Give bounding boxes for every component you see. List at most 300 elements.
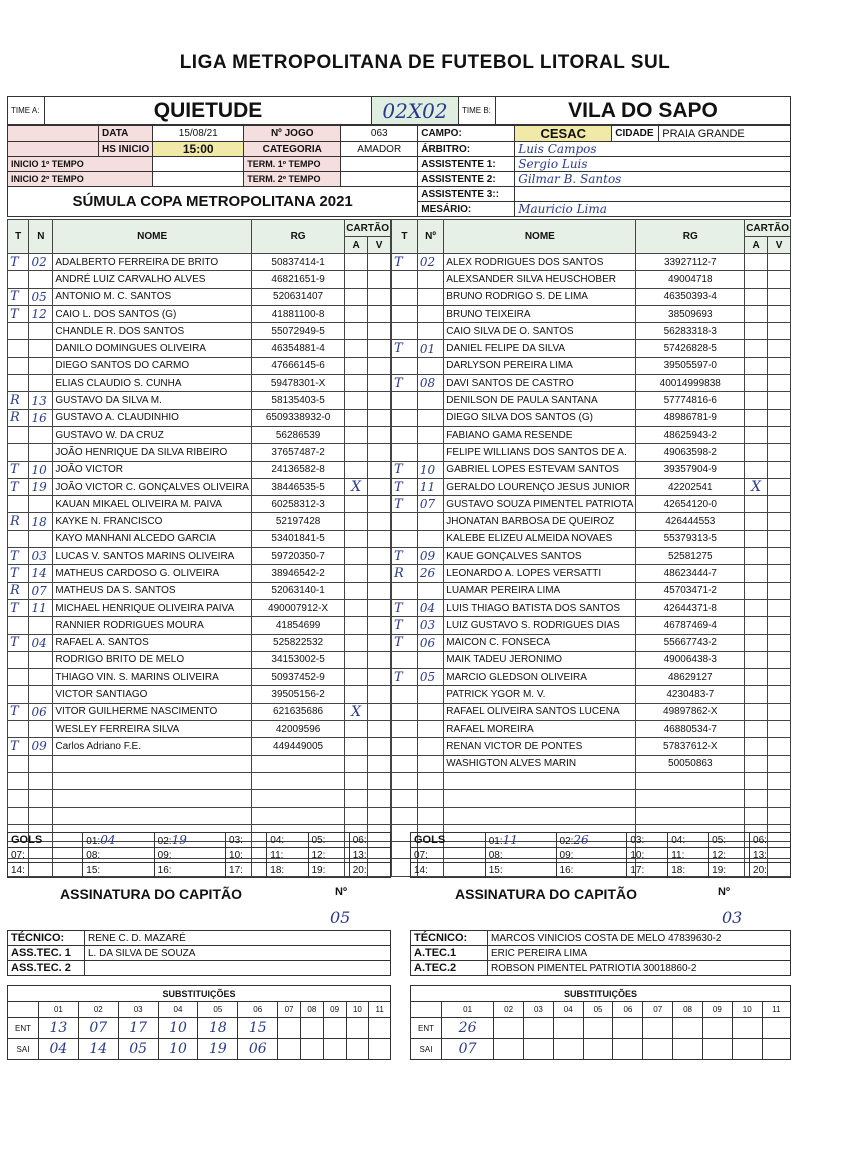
team-a-name: QUIETUDE xyxy=(45,97,372,125)
card-yellow xyxy=(345,721,368,738)
col-n: N xyxy=(29,220,53,254)
player-status xyxy=(392,738,418,755)
card-yellow xyxy=(745,686,768,703)
gol-slot-label: 18: xyxy=(671,864,686,876)
player-status xyxy=(392,288,418,305)
card-red xyxy=(768,738,791,755)
player-row xyxy=(392,461,791,478)
gol-slot xyxy=(226,833,267,848)
player-rg: 50937452-9 xyxy=(251,669,344,686)
sub-col-header: 10 xyxy=(346,1002,369,1018)
player-row xyxy=(392,409,791,426)
card-yellow xyxy=(745,340,768,357)
card-yellow xyxy=(745,530,768,547)
team-a-roster xyxy=(7,219,391,877)
data-label: DATA xyxy=(99,126,153,142)
player-rg: 52063140-1 xyxy=(251,582,344,599)
card-red xyxy=(768,288,791,305)
card-yellow xyxy=(345,357,368,374)
card-yellow xyxy=(345,617,368,634)
mesario-label: MESÁRIO: xyxy=(418,202,515,217)
card-red xyxy=(368,721,391,738)
categoria-label: CATEGORIA xyxy=(244,142,341,157)
player-number: 18 xyxy=(29,513,53,530)
player-name: ELIAS CLAUDIO S. CUNHA xyxy=(53,375,252,392)
col-t: T xyxy=(8,220,29,254)
card-red xyxy=(368,340,391,357)
gol-slot-label: 19: xyxy=(712,864,727,876)
player-number: 11 xyxy=(29,599,53,616)
player-rg: 49063598-2 xyxy=(636,444,745,461)
player-rg: 42654120-0 xyxy=(636,496,745,513)
player-rg: 42009596 xyxy=(251,721,344,738)
player-name: DIEGO SILVA DOS SANTOS (G) xyxy=(444,409,636,426)
sub-sai-number xyxy=(494,1039,524,1060)
player-row xyxy=(392,565,791,582)
player-rg: 520631407 xyxy=(251,288,344,305)
gol-minute: 19 xyxy=(171,833,187,847)
gol-slot xyxy=(411,848,486,863)
player-status: T xyxy=(8,703,29,720)
sub-sai-number: 19 xyxy=(198,1039,238,1060)
card-red xyxy=(368,444,391,461)
gol-slot xyxy=(627,833,668,848)
asstec2-b: ROBSON PIMENTEL PATRIOTIA 30018860-2 xyxy=(488,961,791,976)
player-rg: 33927112-7 xyxy=(636,254,745,271)
card-yellow xyxy=(345,323,368,340)
gols-label: GOLS xyxy=(8,833,83,848)
player-number: 08 xyxy=(417,375,443,392)
card-yellow xyxy=(745,703,768,720)
card-red xyxy=(768,271,791,288)
card-yellow xyxy=(345,444,368,461)
sub-sai-number xyxy=(346,1039,369,1060)
card-yellow xyxy=(745,288,768,305)
player-rg: 449449005 xyxy=(251,738,344,755)
player-name: KAYKE N. FRANCISCO xyxy=(53,513,252,530)
player-status xyxy=(8,340,29,357)
gol-slot xyxy=(668,833,709,848)
sub-ent-number xyxy=(524,1018,554,1039)
player-number xyxy=(29,323,53,340)
gol-slot xyxy=(485,833,556,848)
card-red xyxy=(768,426,791,443)
player-rg: 38446535-5 xyxy=(251,478,344,495)
player-status: T xyxy=(392,478,418,495)
sub-sai-number xyxy=(643,1039,673,1060)
player-status: T xyxy=(392,599,418,616)
date: 15/08/21 xyxy=(153,126,244,142)
player-number xyxy=(29,755,53,772)
player-rg: 53401841-5 xyxy=(251,530,344,547)
player-row xyxy=(392,548,791,565)
hs-inicio: 15:00 xyxy=(153,142,244,157)
sub-ent-number xyxy=(643,1018,673,1039)
player-status xyxy=(8,271,29,288)
gol-slot xyxy=(267,863,308,878)
player-rg: 49004718 xyxy=(636,271,745,288)
card-red xyxy=(368,738,391,755)
sub-row-label: ENT xyxy=(8,1018,39,1039)
gol-slot-label: 03: xyxy=(229,834,243,846)
player-name: RODRIGO BRITO DE MELO xyxy=(53,651,252,668)
player-number: 05 xyxy=(29,288,53,305)
player-row xyxy=(8,254,391,271)
player-number xyxy=(417,513,443,530)
player-name: DAVI SANTOS DE CASTRO xyxy=(444,375,636,392)
player-status: T xyxy=(392,496,418,513)
player-number xyxy=(29,496,53,513)
asstec2-a xyxy=(85,961,391,976)
card-red xyxy=(768,305,791,322)
player-rg: 4230483-7 xyxy=(636,686,745,703)
player-name: KAUAN MIKAEL OLIVEIRA M. PAIVA xyxy=(53,496,252,513)
player-status xyxy=(392,703,418,720)
gol-slot-label: 11: xyxy=(270,849,284,861)
card-yellow xyxy=(345,790,368,807)
player-status xyxy=(8,426,29,443)
card-red xyxy=(768,617,791,634)
card-red xyxy=(368,686,391,703)
player-number: 10 xyxy=(417,461,443,478)
player-row xyxy=(392,617,791,634)
player-number xyxy=(29,271,53,288)
gol-slot xyxy=(709,863,750,878)
gol-slot-label: 07: xyxy=(11,849,25,861)
player-row xyxy=(8,288,391,305)
player-number xyxy=(29,686,53,703)
card-red xyxy=(768,565,791,582)
player-row xyxy=(392,478,791,495)
player-number: 13 xyxy=(29,392,53,409)
sub-col-header: 06 xyxy=(613,1002,643,1018)
sub-col-header: 08 xyxy=(300,1002,323,1018)
player-row xyxy=(392,444,791,461)
card-yellow xyxy=(745,790,768,807)
player-row xyxy=(8,634,391,651)
gol-slot-label: 09: xyxy=(157,849,172,861)
card-red xyxy=(368,669,391,686)
player-status: T xyxy=(8,305,29,322)
card-yellow xyxy=(345,375,368,392)
gol-slot xyxy=(556,833,627,848)
player-rg: 59478301-X xyxy=(251,375,344,392)
player-rg: 39505597-0 xyxy=(636,357,745,374)
sub-col-header: 07 xyxy=(278,1002,301,1018)
gol-slot-label: 15: xyxy=(488,864,503,876)
player-status: T xyxy=(8,565,29,582)
player-status: T xyxy=(392,669,418,686)
sub-col-header: 11 xyxy=(762,1002,790,1018)
card-yellow xyxy=(745,271,768,288)
sub-ent-number xyxy=(323,1018,346,1039)
player-number xyxy=(29,530,53,547)
player-rg: 45703471-2 xyxy=(636,582,745,599)
player-name: ALEX RODRIGUES DOS SANTOS xyxy=(444,254,636,271)
sub-ent-number: 07 xyxy=(78,1018,118,1039)
gol-slot xyxy=(627,848,668,863)
team-a-label: TIME A: xyxy=(8,97,45,125)
card-red xyxy=(768,340,791,357)
player-status xyxy=(392,392,418,409)
card-yellow xyxy=(745,669,768,686)
card-yellow xyxy=(345,548,368,565)
player-number xyxy=(29,375,53,392)
player-status xyxy=(392,651,418,668)
card-yellow xyxy=(345,392,368,409)
card-red xyxy=(768,634,791,651)
gol-slot xyxy=(349,848,390,863)
sub-sai-number: 07 xyxy=(442,1039,494,1060)
player-status xyxy=(392,271,418,288)
player-status xyxy=(8,755,29,772)
player-row xyxy=(8,513,391,530)
player-name: JHONATAN BARBOSA DE QUEIROZ xyxy=(444,513,636,530)
player-status xyxy=(8,686,29,703)
sub-col-header: 07 xyxy=(643,1002,673,1018)
card-yellow xyxy=(745,634,768,651)
sub-ent-number xyxy=(613,1018,643,1039)
card-yellow xyxy=(345,461,368,478)
player-row xyxy=(8,340,391,357)
player-name: KAYO MANHANI ALCEDO GARCIA xyxy=(53,530,252,547)
player-number xyxy=(417,790,443,807)
player-row xyxy=(8,271,391,288)
sub-col-header: 01 xyxy=(39,1002,79,1018)
player-row xyxy=(8,807,391,824)
sub-ent-number xyxy=(553,1018,583,1039)
ass2: Gilmar B. Santos xyxy=(515,172,791,187)
card-yellow xyxy=(745,582,768,599)
gol-slot-label: 16: xyxy=(157,864,172,876)
player-rg: 24136582-8 xyxy=(251,461,344,478)
player-name: CAIO SILVA DE O. SANTOS xyxy=(444,323,636,340)
player-number: 14 xyxy=(29,565,53,582)
arbitro-label: ÁRBITRO: xyxy=(418,142,515,157)
card-yellow xyxy=(345,254,368,271)
player-number xyxy=(417,357,443,374)
card-yellow xyxy=(345,738,368,755)
ass1: Sergio Luis xyxy=(515,157,791,172)
gol-slot-label: 07: xyxy=(414,849,428,861)
player-row xyxy=(392,357,791,374)
card-yellow xyxy=(345,651,368,668)
card-yellow xyxy=(745,254,768,271)
gol-slot-label: 10: xyxy=(229,849,243,861)
player-rg xyxy=(251,807,344,824)
player-name: GUSTAVO W. DA CRUZ xyxy=(53,426,252,443)
card-yellow xyxy=(745,392,768,409)
player-row xyxy=(392,599,791,616)
sub-col-header: 09 xyxy=(323,1002,346,1018)
sub-sai-number xyxy=(323,1039,346,1060)
card-yellow xyxy=(745,651,768,668)
card-red xyxy=(768,392,791,409)
player-row xyxy=(8,409,391,426)
ass1-label: ASSISTENTE 1: xyxy=(418,157,515,172)
player-status: T xyxy=(8,288,29,305)
term2-label: TERM. 2º TEMPO xyxy=(244,172,341,187)
player-name: GUSTAVO A. CLAUDINHIO xyxy=(53,409,252,426)
player-status xyxy=(392,686,418,703)
card-red xyxy=(368,375,391,392)
subs-b xyxy=(410,985,791,1060)
gols-label: GOLS xyxy=(411,833,486,848)
player-status: R xyxy=(8,582,29,599)
card-yellow xyxy=(745,548,768,565)
captain-no-label-a: Nº xyxy=(335,886,347,898)
player-name: RENAN VICTOR DE PONTES xyxy=(444,738,636,755)
col-nome: NOME xyxy=(53,220,252,254)
card-red xyxy=(368,513,391,530)
player-name: VITOR GUILHERME NASCIMENTO xyxy=(53,703,252,720)
jogo-label: Nº JOGO xyxy=(244,126,341,142)
tec-label-b: TÉCNICO: xyxy=(411,931,488,946)
player-row xyxy=(8,548,391,565)
player-rg: 55379313-5 xyxy=(636,530,745,547)
player-name: KALEBE ELIZEU ALMEIDA NOVAES xyxy=(444,530,636,547)
sub-ent-number xyxy=(762,1018,790,1039)
player-name: ANTONIO M. C. SANTOS xyxy=(53,288,252,305)
team-b-name: VILA DO SAPO xyxy=(496,97,791,125)
card-yellow: X xyxy=(745,478,768,495)
card-red xyxy=(768,548,791,565)
player-status: T xyxy=(392,375,418,392)
player-number: 04 xyxy=(417,599,443,616)
campo-label: CAMPO: xyxy=(418,126,515,142)
player-name: FABIANO GAMA RESENDE xyxy=(444,426,636,443)
card-yellow xyxy=(745,599,768,616)
player-row xyxy=(8,357,391,374)
player-row xyxy=(392,634,791,651)
tec-a: RENE C. D. MAZARÉ xyxy=(85,931,391,946)
player-number xyxy=(417,426,443,443)
asstec1-b: ERIC PEREIRA LIMA xyxy=(488,946,791,961)
player-number xyxy=(417,271,443,288)
player-rg: 57426828-5 xyxy=(636,340,745,357)
player-number xyxy=(417,721,443,738)
player-name: JOÃO HENRIQUE DA SILVA RIBEIRO xyxy=(53,444,252,461)
gol-slot xyxy=(154,863,225,878)
player-status xyxy=(8,772,29,789)
team-b-roster xyxy=(391,219,791,877)
staff-b xyxy=(410,930,791,976)
player-status: R xyxy=(8,392,29,409)
player-rg: 52581275 xyxy=(636,548,745,565)
player-name xyxy=(53,772,252,789)
card-yellow xyxy=(745,426,768,443)
player-status: T xyxy=(392,340,418,357)
player-rg: 60258312-3 xyxy=(251,496,344,513)
asstec1-label-a: ASS.TEC. 1 xyxy=(8,946,85,961)
gol-slot xyxy=(308,833,349,848)
sub-col-header: 11 xyxy=(369,1002,391,1018)
player-status: R xyxy=(392,565,418,582)
player-rg: 46880534-7 xyxy=(636,721,745,738)
player-row xyxy=(392,392,791,409)
player-status: T xyxy=(392,548,418,565)
card-red xyxy=(368,599,391,616)
player-status xyxy=(8,444,29,461)
gol-slot xyxy=(267,833,308,848)
player-name: VICTOR SANTIAGO xyxy=(53,686,252,703)
player-status: T xyxy=(8,254,29,271)
sub-sai-number xyxy=(300,1039,323,1060)
card-red xyxy=(368,461,391,478)
sub-col-header: 03 xyxy=(118,1002,158,1018)
score: 02X02 xyxy=(372,97,459,125)
player-rg xyxy=(636,790,745,807)
sub-sai-number: 14 xyxy=(78,1039,118,1060)
sub-col-header: 05 xyxy=(583,1002,613,1018)
card-yellow xyxy=(345,669,368,686)
gol-slot xyxy=(83,848,154,863)
tec-b: MARCOS VINICIOS COSTA DE MELO 47839630-2 xyxy=(488,931,791,946)
player-number xyxy=(417,755,443,772)
card-red xyxy=(768,651,791,668)
player-rg: 49897862-X xyxy=(636,703,745,720)
player-status xyxy=(392,444,418,461)
gol-slot xyxy=(226,848,267,863)
card-yellow xyxy=(745,617,768,634)
card-red xyxy=(768,721,791,738)
player-row xyxy=(8,478,391,495)
player-name: DARLYSON PEREIRA LIMA xyxy=(444,357,636,374)
sub-ent-number xyxy=(702,1018,732,1039)
player-number xyxy=(417,807,443,824)
player-name xyxy=(444,790,636,807)
player-number: 03 xyxy=(417,617,443,634)
gol-slot-label: 06: xyxy=(753,834,767,846)
player-name xyxy=(444,772,636,789)
player-name: MARCIO GLEDSON OLIVEIRA xyxy=(444,669,636,686)
sumula-title: SÚMULA COPA METROPOLITANA 2021 xyxy=(8,187,418,217)
player-row xyxy=(392,340,791,357)
player-number xyxy=(417,305,443,322)
player-status xyxy=(392,323,418,340)
player-number xyxy=(417,703,443,720)
sub-sai-number: 10 xyxy=(158,1039,198,1060)
player-name xyxy=(444,807,636,824)
card-red xyxy=(368,530,391,547)
subs-a xyxy=(7,985,391,1060)
card-yellow xyxy=(345,686,368,703)
card-yellow xyxy=(345,582,368,599)
card-yellow: X xyxy=(345,703,368,720)
player-rg xyxy=(636,772,745,789)
col-rg: RG xyxy=(251,220,344,254)
player-rg: 42202541 xyxy=(636,478,745,495)
player-name: BRUNO RODRIGO S. DE LIMA xyxy=(444,288,636,305)
gol-slot-label: 11: xyxy=(671,849,685,861)
player-number: 16 xyxy=(29,409,53,426)
player-name: MAICON C. FONSECA xyxy=(444,634,636,651)
sub-ent-number: 17 xyxy=(118,1018,158,1039)
player-number xyxy=(417,288,443,305)
player-name: MAIK TADEU JERONIMO xyxy=(444,651,636,668)
player-row xyxy=(8,790,391,807)
player-number xyxy=(29,444,53,461)
player-row xyxy=(8,669,391,686)
player-rg: 58135403-5 xyxy=(251,392,344,409)
team-b-label: TIME B: xyxy=(459,97,496,125)
player-number: 06 xyxy=(29,703,53,720)
card-red xyxy=(768,772,791,789)
inicio2-label: INICIO 2º TEMPO xyxy=(8,172,153,187)
player-rg xyxy=(251,790,344,807)
player-name: JOÃO VICTOR xyxy=(53,461,252,478)
sub-ent-number xyxy=(673,1018,703,1039)
